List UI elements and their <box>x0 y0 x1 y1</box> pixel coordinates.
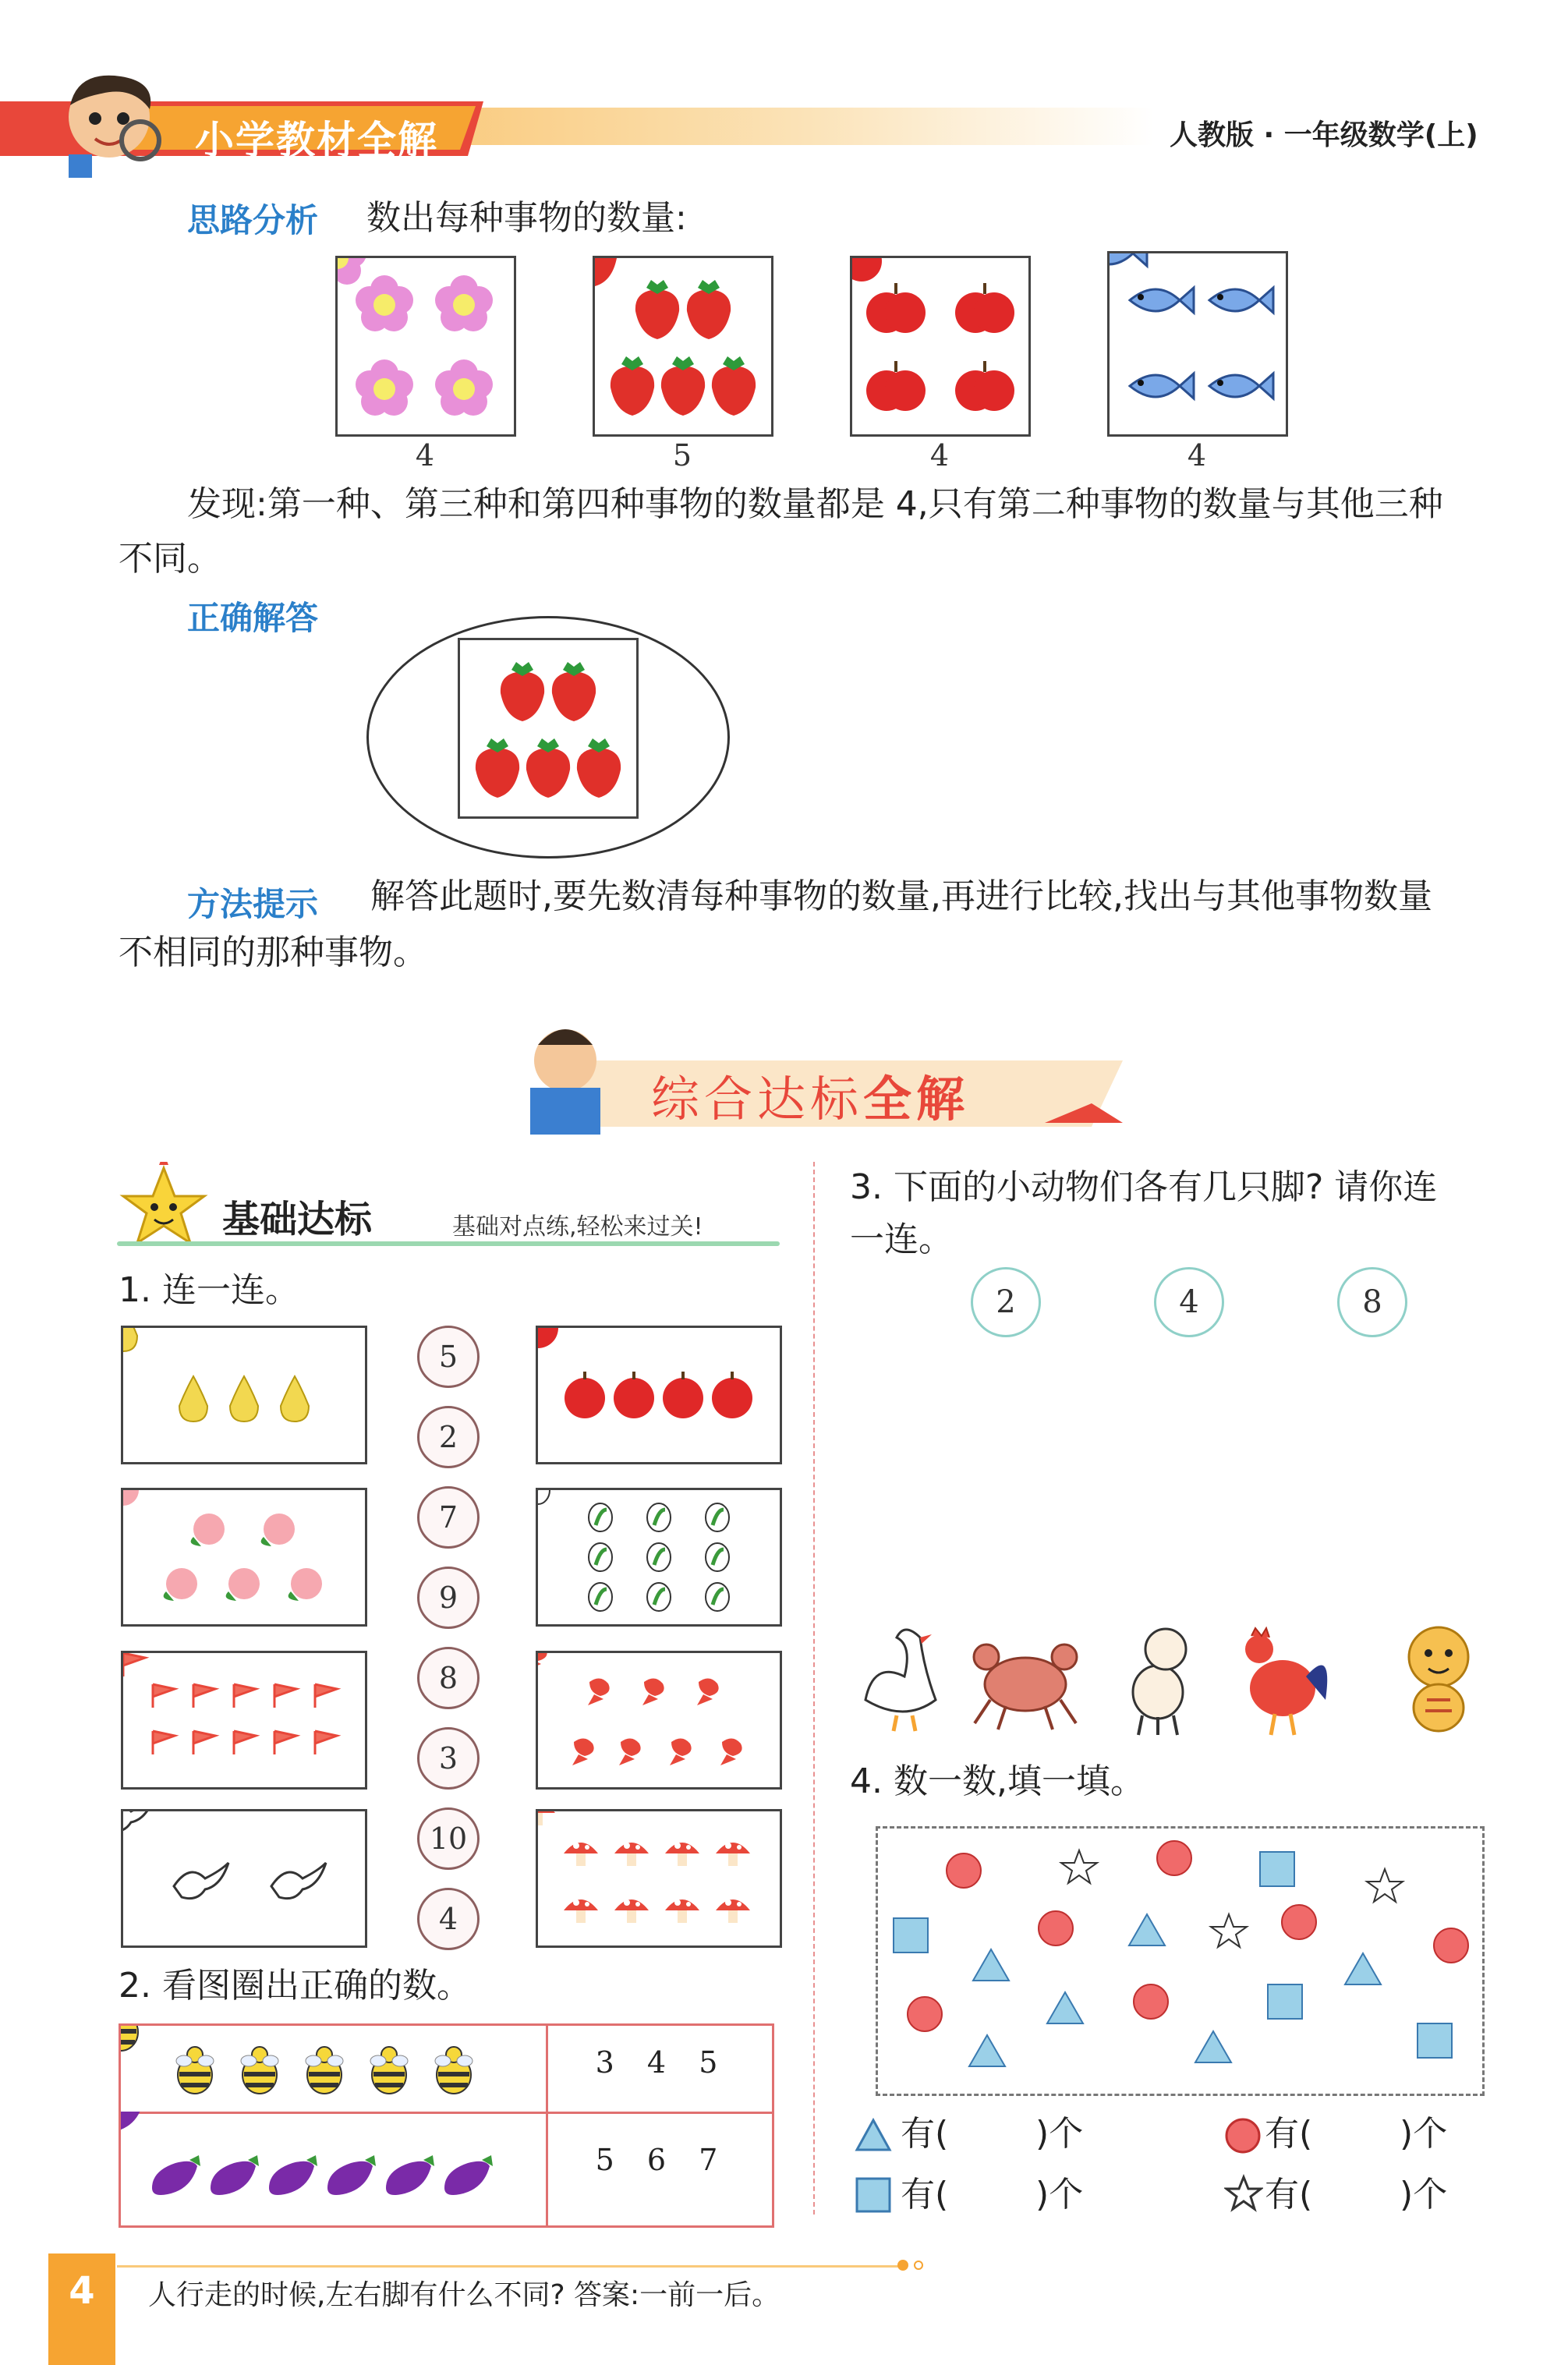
q1-number[interactable]: 2 <box>417 1406 480 1468</box>
q2-row1-options[interactable]: 3 4 5 <box>595 2045 723 2080</box>
q1-leaves-image <box>538 1490 780 1624</box>
q1-number[interactable]: 9 <box>417 1567 480 1629</box>
q4-title: 4. 数一数,填一填。 <box>850 1761 1145 1801</box>
q1-number[interactable]: 10 <box>417 1807 480 1870</box>
triangle-count-field[interactable]: 有( )个 <box>901 2114 1084 2154</box>
basic-title: 基础达标 <box>222 1198 373 1241</box>
apples-box <box>850 256 1031 437</box>
q2-row2-options[interactable]: 5 6 7 <box>595 2143 723 2177</box>
method-label: 方法提示 <box>187 885 319 923</box>
animals-row <box>850 1614 1497 1739</box>
basic-underline <box>117 1241 780 1246</box>
q1-leaves-box <box>536 1488 782 1627</box>
answer-strawberries-image <box>460 640 636 816</box>
footer-line <box>117 2265 904 2268</box>
count-fish: 4 <box>1187 438 1207 473</box>
triangle-icon <box>854 2117 893 2153</box>
analysis-label: 思路分析 <box>187 201 319 239</box>
rooster-image <box>1245 1628 1327 1735</box>
page-number: 4 <box>69 2269 95 2313</box>
basic-star-icon <box>117 1162 211 1248</box>
dog-image <box>1133 1629 1186 1735</box>
q2-title: 2. 看图圈出正确的数。 <box>119 1966 471 2006</box>
method-line2: 不相同的那种事物。 <box>119 933 427 972</box>
q2-table <box>119 2023 774 2228</box>
answer-label: 正确解答 <box>187 599 319 637</box>
star-count-field[interactable]: 有( )个 <box>1265 2175 1448 2215</box>
fish-box <box>1107 251 1288 437</box>
column-divider <box>813 1162 815 2215</box>
pears-image <box>123 1328 365 1462</box>
method-line1: 解答此题时,要先数清每种事物的数量,再进行比较,找出与其他事物数量 <box>370 876 1432 916</box>
tiger-image <box>1409 1627 1468 1731</box>
count-strawberries: 5 <box>672 438 692 473</box>
flowers-box <box>335 256 516 437</box>
strawberries-box <box>593 256 773 437</box>
footer-dots <box>897 2258 936 2274</box>
count-flowers: 4 <box>415 438 435 473</box>
q1-goldfish-image <box>538 1653 780 1787</box>
section-title-strong: 全解 <box>863 1071 970 1128</box>
q1-number[interactable]: 7 <box>417 1486 480 1549</box>
flags-box <box>121 1651 367 1790</box>
q1-apples-image <box>538 1328 780 1462</box>
q1-number[interactable]: 8 <box>417 1647 480 1709</box>
fish-image <box>1110 253 1286 434</box>
legs-option[interactable]: 8 <box>1337 1267 1407 1337</box>
q1-number[interactable]: 4 <box>417 1888 480 1950</box>
circle-count-field[interactable]: 有( )个 <box>1265 2114 1448 2154</box>
star-icon <box>1224 2174 1263 2213</box>
book-title: 小学教材全解 <box>195 118 438 163</box>
q1-apples-box <box>536 1326 782 1464</box>
doves-image <box>123 1811 365 1945</box>
circle-icon <box>1224 2117 1262 2154</box>
square-icon <box>854 2176 893 2215</box>
q3-title-line1: 3. 下面的小动物们各有几只脚? 请你连 <box>850 1167 1438 1207</box>
goose-image <box>865 1630 936 1731</box>
edition-label: 人教版 · 一年级数学(上) <box>1170 119 1478 151</box>
q4-shapes-box <box>876 1826 1485 2096</box>
q1-goldfish-box <box>536 1651 782 1790</box>
basic-subtitle: 基础对点练,轻松来过关! <box>452 1213 703 1241</box>
apples-image <box>852 258 1028 434</box>
crab-image <box>974 1645 1077 1729</box>
footer-tip: 人行走的时候,左右脚有什么不同? 答案:一前一后。 <box>148 2279 780 2311</box>
page-number-tab <box>48 2253 115 2365</box>
legs-option[interactable]: 4 <box>1154 1267 1224 1337</box>
q3-title-line2: 一连。 <box>850 1220 953 1259</box>
peaches-image <box>123 1490 365 1624</box>
answer-strawberries-box <box>458 638 639 819</box>
q1-number[interactable]: 3 <box>417 1727 480 1790</box>
q1-number[interactable]: 5 <box>417 1326 480 1388</box>
peaches-box <box>121 1488 367 1627</box>
q1-mushrooms-image <box>538 1811 780 1945</box>
header-mascot <box>47 62 172 179</box>
q4-shapes <box>878 1829 1482 2094</box>
q2-bees-image <box>121 2026 546 2112</box>
square-count-field[interactable]: 有( )个 <box>901 2175 1084 2215</box>
pears-box <box>121 1326 367 1464</box>
finding-line2: 不同。 <box>119 539 221 579</box>
q1-mushrooms-box <box>536 1809 782 1948</box>
flags-image <box>123 1653 365 1787</box>
count-apples: 4 <box>929 438 950 473</box>
section-title-main: 综合达标 <box>651 1071 864 1128</box>
flowers-image <box>338 258 514 434</box>
legs-option[interactable]: 2 <box>971 1267 1041 1337</box>
strawberries-image <box>595 258 771 434</box>
q1-title: 1. 连一连。 <box>119 1270 299 1310</box>
doves-box <box>121 1809 367 1948</box>
q2-eggplants-image <box>121 2112 546 2225</box>
finding-line1: 发现:第一种、第三种和第四种事物的数量都是 4,只有第二种事物的数量与其他三种 <box>187 484 1443 524</box>
section-title <box>651 1060 969 1130</box>
analysis-text: 数出每种事物的数量: <box>366 198 687 238</box>
